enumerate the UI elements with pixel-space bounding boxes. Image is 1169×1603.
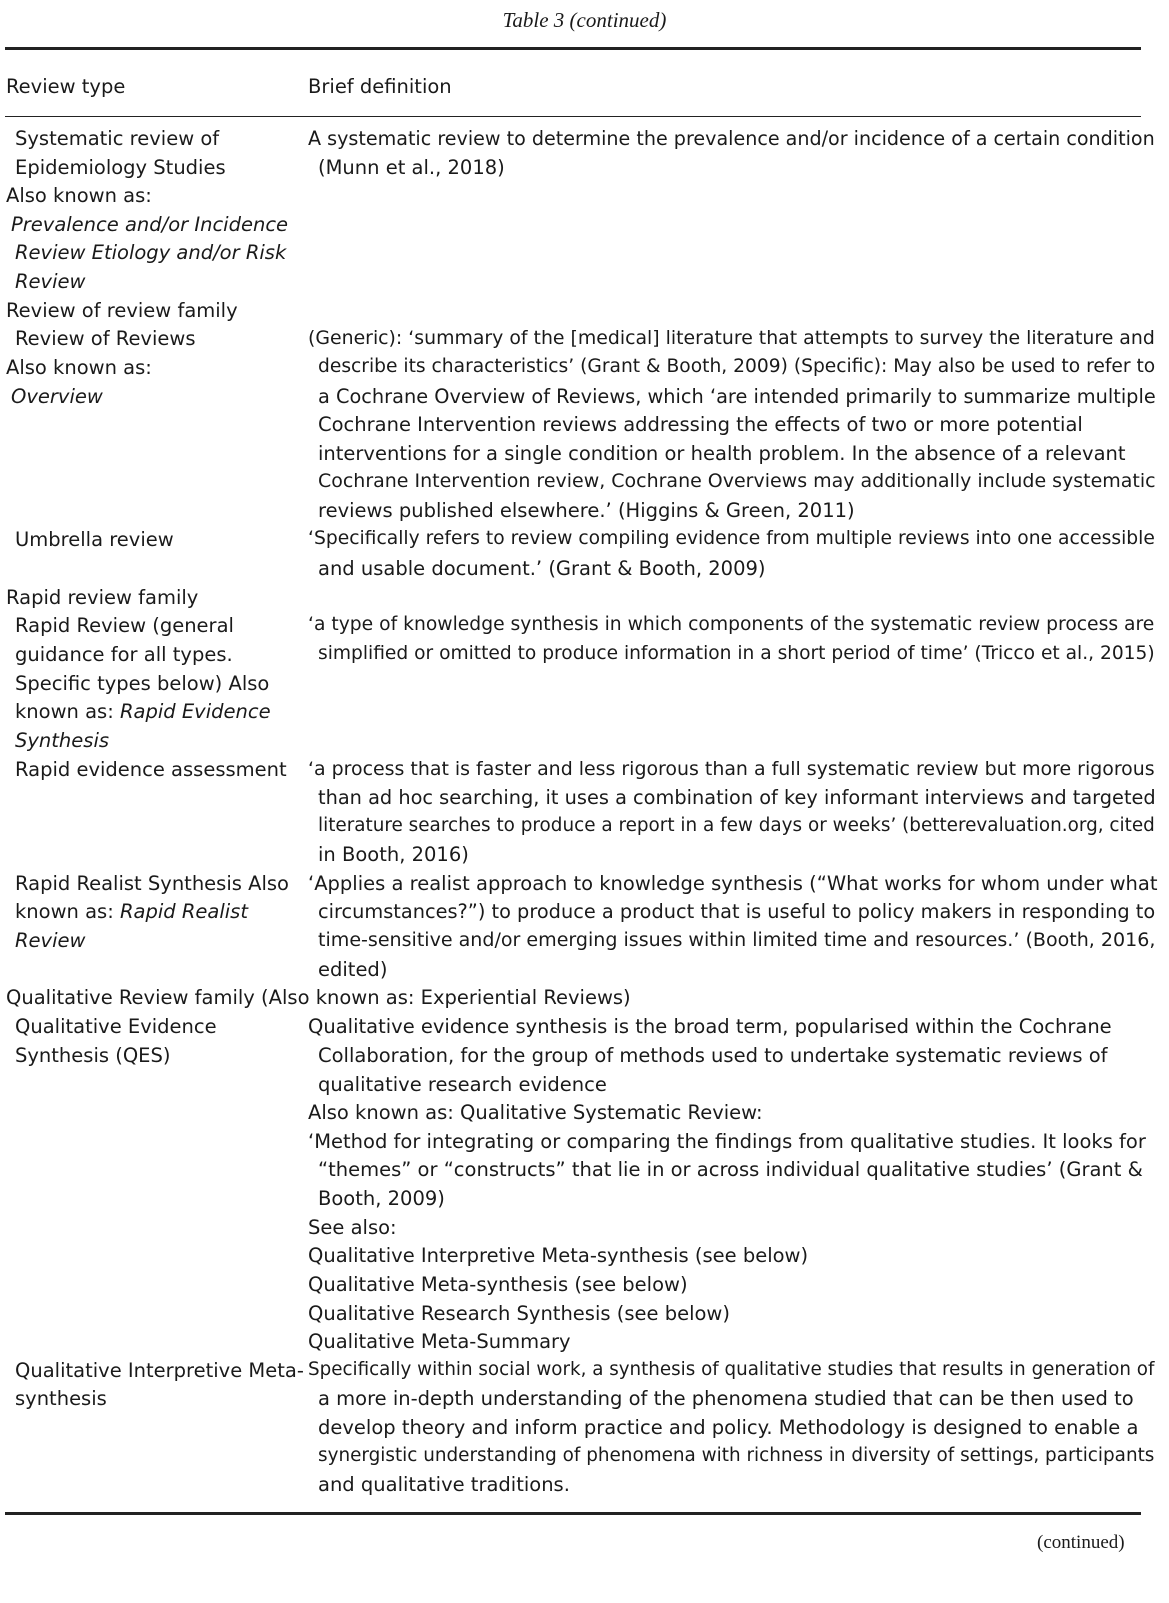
definition-line: ‘Applies a realist approach to knowledge synthesis (“What works for whom under what bbox=[308, 872, 1158, 895]
definition-line: “themes” or “constructs” that lie in or across individual qualitative studies’ (Grant & bbox=[318, 1158, 1143, 1181]
definition-line: simplified or omitted to produce information in a short period of time’ (Tricco et al., 2015) bbox=[318, 643, 1155, 664]
review-type-line: Qualitative Evidence bbox=[15, 1015, 217, 1038]
definition-line: Qualitative Interpretive Meta-synthesis (see below) bbox=[308, 1244, 809, 1267]
table-header-rule bbox=[5, 116, 1141, 117]
definition-line: describe its characteristics’ (Grant & Booth, 2009) (Specific): May also be used to refer to bbox=[318, 356, 1156, 377]
review-family-heading: Qualitative Review family (Also known as: Experiential Reviews) bbox=[6, 986, 631, 1009]
review-type-text: known as: bbox=[15, 900, 120, 923]
review-type-alias: Rapid Realist bbox=[119, 900, 248, 923]
review-type-alias: Review Etiology and/or Risk bbox=[15, 241, 287, 264]
definition-line: (Munn et al., 2018) bbox=[318, 156, 505, 179]
review-type-line: Umbrella review bbox=[15, 528, 174, 551]
review-family-heading: Rapid review family bbox=[6, 586, 199, 609]
definition-line: qualitative research evidence bbox=[318, 1073, 607, 1096]
definition-line: Cochrane Intervention review, Cochrane Overviews may additionally include systematic bbox=[318, 470, 1156, 492]
review-family-heading: Review of review family bbox=[6, 299, 238, 322]
definition-line: See also: bbox=[308, 1216, 397, 1239]
review-type-line: Also known as: bbox=[6, 356, 152, 379]
review-type-line: Qualitative Interpretive Meta- bbox=[15, 1359, 304, 1382]
definition-line: develop theory and inform practice and policy. Methodology is designed to enable a bbox=[318, 1416, 1139, 1439]
definition-line: Also known as: Qualitative Systematic Review: bbox=[308, 1101, 763, 1124]
definition-line: time-sensitive and/or emerging issues within limited time and resources.’ (Booth, 2016, bbox=[318, 929, 1156, 951]
definition-line: reviews published elsewhere.’ (Higgins & Green, 2011) bbox=[318, 499, 855, 522]
table-caption: Table 3 (continued) bbox=[502, 8, 667, 32]
review-type-alias: Rapid Evidence bbox=[119, 700, 271, 723]
review-type-line bbox=[15, 902, 248, 922]
review-type-line: Systematic review of bbox=[15, 127, 220, 150]
review-type-line: Epidemiology Studies bbox=[15, 156, 226, 179]
definition-line: ‘a process that is faster and less rigorous than a full systematic review but more rigorous bbox=[308, 758, 1155, 780]
definition-line: (Generic): ‘summary of the [medical] literature that attempts to survey the literature and bbox=[308, 327, 1155, 349]
definition-line: edited) bbox=[318, 958, 388, 981]
definition-line: ‘a type of knowledge synthesis in which components of the systematic review process are bbox=[308, 614, 1155, 635]
definition-line: circumstances?”) to produce a product that is useful to policy makers in responding to bbox=[318, 900, 1156, 923]
definition-line: Cochrane Intervention reviews addressing the effects of two or more potential bbox=[318, 413, 1083, 436]
continued-note: (continued) bbox=[1037, 1532, 1125, 1553]
definition-line: interventions for a single condition or health problem. In the absence of a relevant bbox=[318, 442, 1126, 465]
definition-line: Booth, 2009) bbox=[318, 1187, 445, 1210]
review-type-line: Rapid Realist Synthesis Also bbox=[15, 872, 289, 895]
definition-line: Specifically within social work, a synthesis of qualitative studies that results in generation of bbox=[308, 1359, 1155, 1380]
review-type-alias: Prevalence and/or Incidence bbox=[11, 213, 289, 236]
column-header-review-type: Review type bbox=[6, 75, 126, 98]
review-type-line: Also known as: bbox=[6, 184, 152, 207]
definition-line: Qualitative Meta-synthesis (see below) bbox=[308, 1273, 688, 1296]
definition-line: synergistic understanding of phenomena with richness in diversity of settings, participants bbox=[318, 1445, 1155, 1466]
review-type-line bbox=[15, 702, 271, 722]
definition-line: Collaboration, for the group of methods used to undertake systematic reviews of bbox=[318, 1044, 1108, 1067]
definition-line: and qualitative traditions. bbox=[318, 1473, 570, 1496]
definition-line: a Cochrane Overview of Reviews, which ‘are intended primarily to summarize multiple bbox=[318, 385, 1156, 408]
review-type-alias: Review bbox=[15, 270, 86, 293]
definition-line: and usable document.’ (Grant & Booth, 2009) bbox=[318, 557, 766, 580]
definition-line: literature searches to produce a report in a few days or weeks’ (betterevaluation.org, cited bbox=[318, 815, 1155, 836]
definition-line: A systematic review to determine the prevalence and/or incidence of a certain condition bbox=[308, 127, 1155, 150]
review-type-alias: Review bbox=[15, 929, 86, 952]
definition-line: a more in-depth understanding of the phenomena studied that can be then used to bbox=[318, 1387, 1134, 1410]
review-type-line: synthesis bbox=[15, 1387, 107, 1410]
review-type-line: Rapid evidence assessment bbox=[15, 758, 287, 781]
definition-line: Qualitative Research Synthesis (see below) bbox=[308, 1302, 730, 1325]
review-type-alias: Overview bbox=[11, 385, 103, 408]
review-type-line: Specific types below) Also bbox=[15, 672, 270, 695]
review-type-line: Rapid Review (general bbox=[15, 614, 234, 637]
review-type-line: Synthesis (QES) bbox=[15, 1044, 171, 1067]
definition-line: Qualitative evidence synthesis is the broad term, popularised within the Cochrane bbox=[308, 1015, 1112, 1038]
definition-line: than ad hoc searching, it uses a combination of key informant interviews and targeted bbox=[318, 786, 1156, 809]
table-bottom-rule bbox=[5, 1512, 1141, 1515]
table-top-rule bbox=[5, 47, 1141, 50]
definition-line: ‘Specifically refers to review compiling evidence from multiple reviews into one accessible bbox=[308, 528, 1155, 549]
review-type-line: Review of Reviews bbox=[15, 327, 196, 350]
definition-line: in Booth, 2016) bbox=[318, 843, 469, 866]
definition-line: ‘Method for integrating or comparing the findings from qualitative studies. It looks for bbox=[308, 1130, 1146, 1153]
column-header-brief-definition: Brief definition bbox=[308, 75, 452, 98]
review-type-alias: Synthesis bbox=[15, 729, 110, 752]
definition-line: Qualitative Meta-Summary bbox=[308, 1330, 571, 1353]
review-type-line: guidance for all types. bbox=[15, 643, 233, 666]
review-type-text: known as: bbox=[15, 700, 120, 723]
